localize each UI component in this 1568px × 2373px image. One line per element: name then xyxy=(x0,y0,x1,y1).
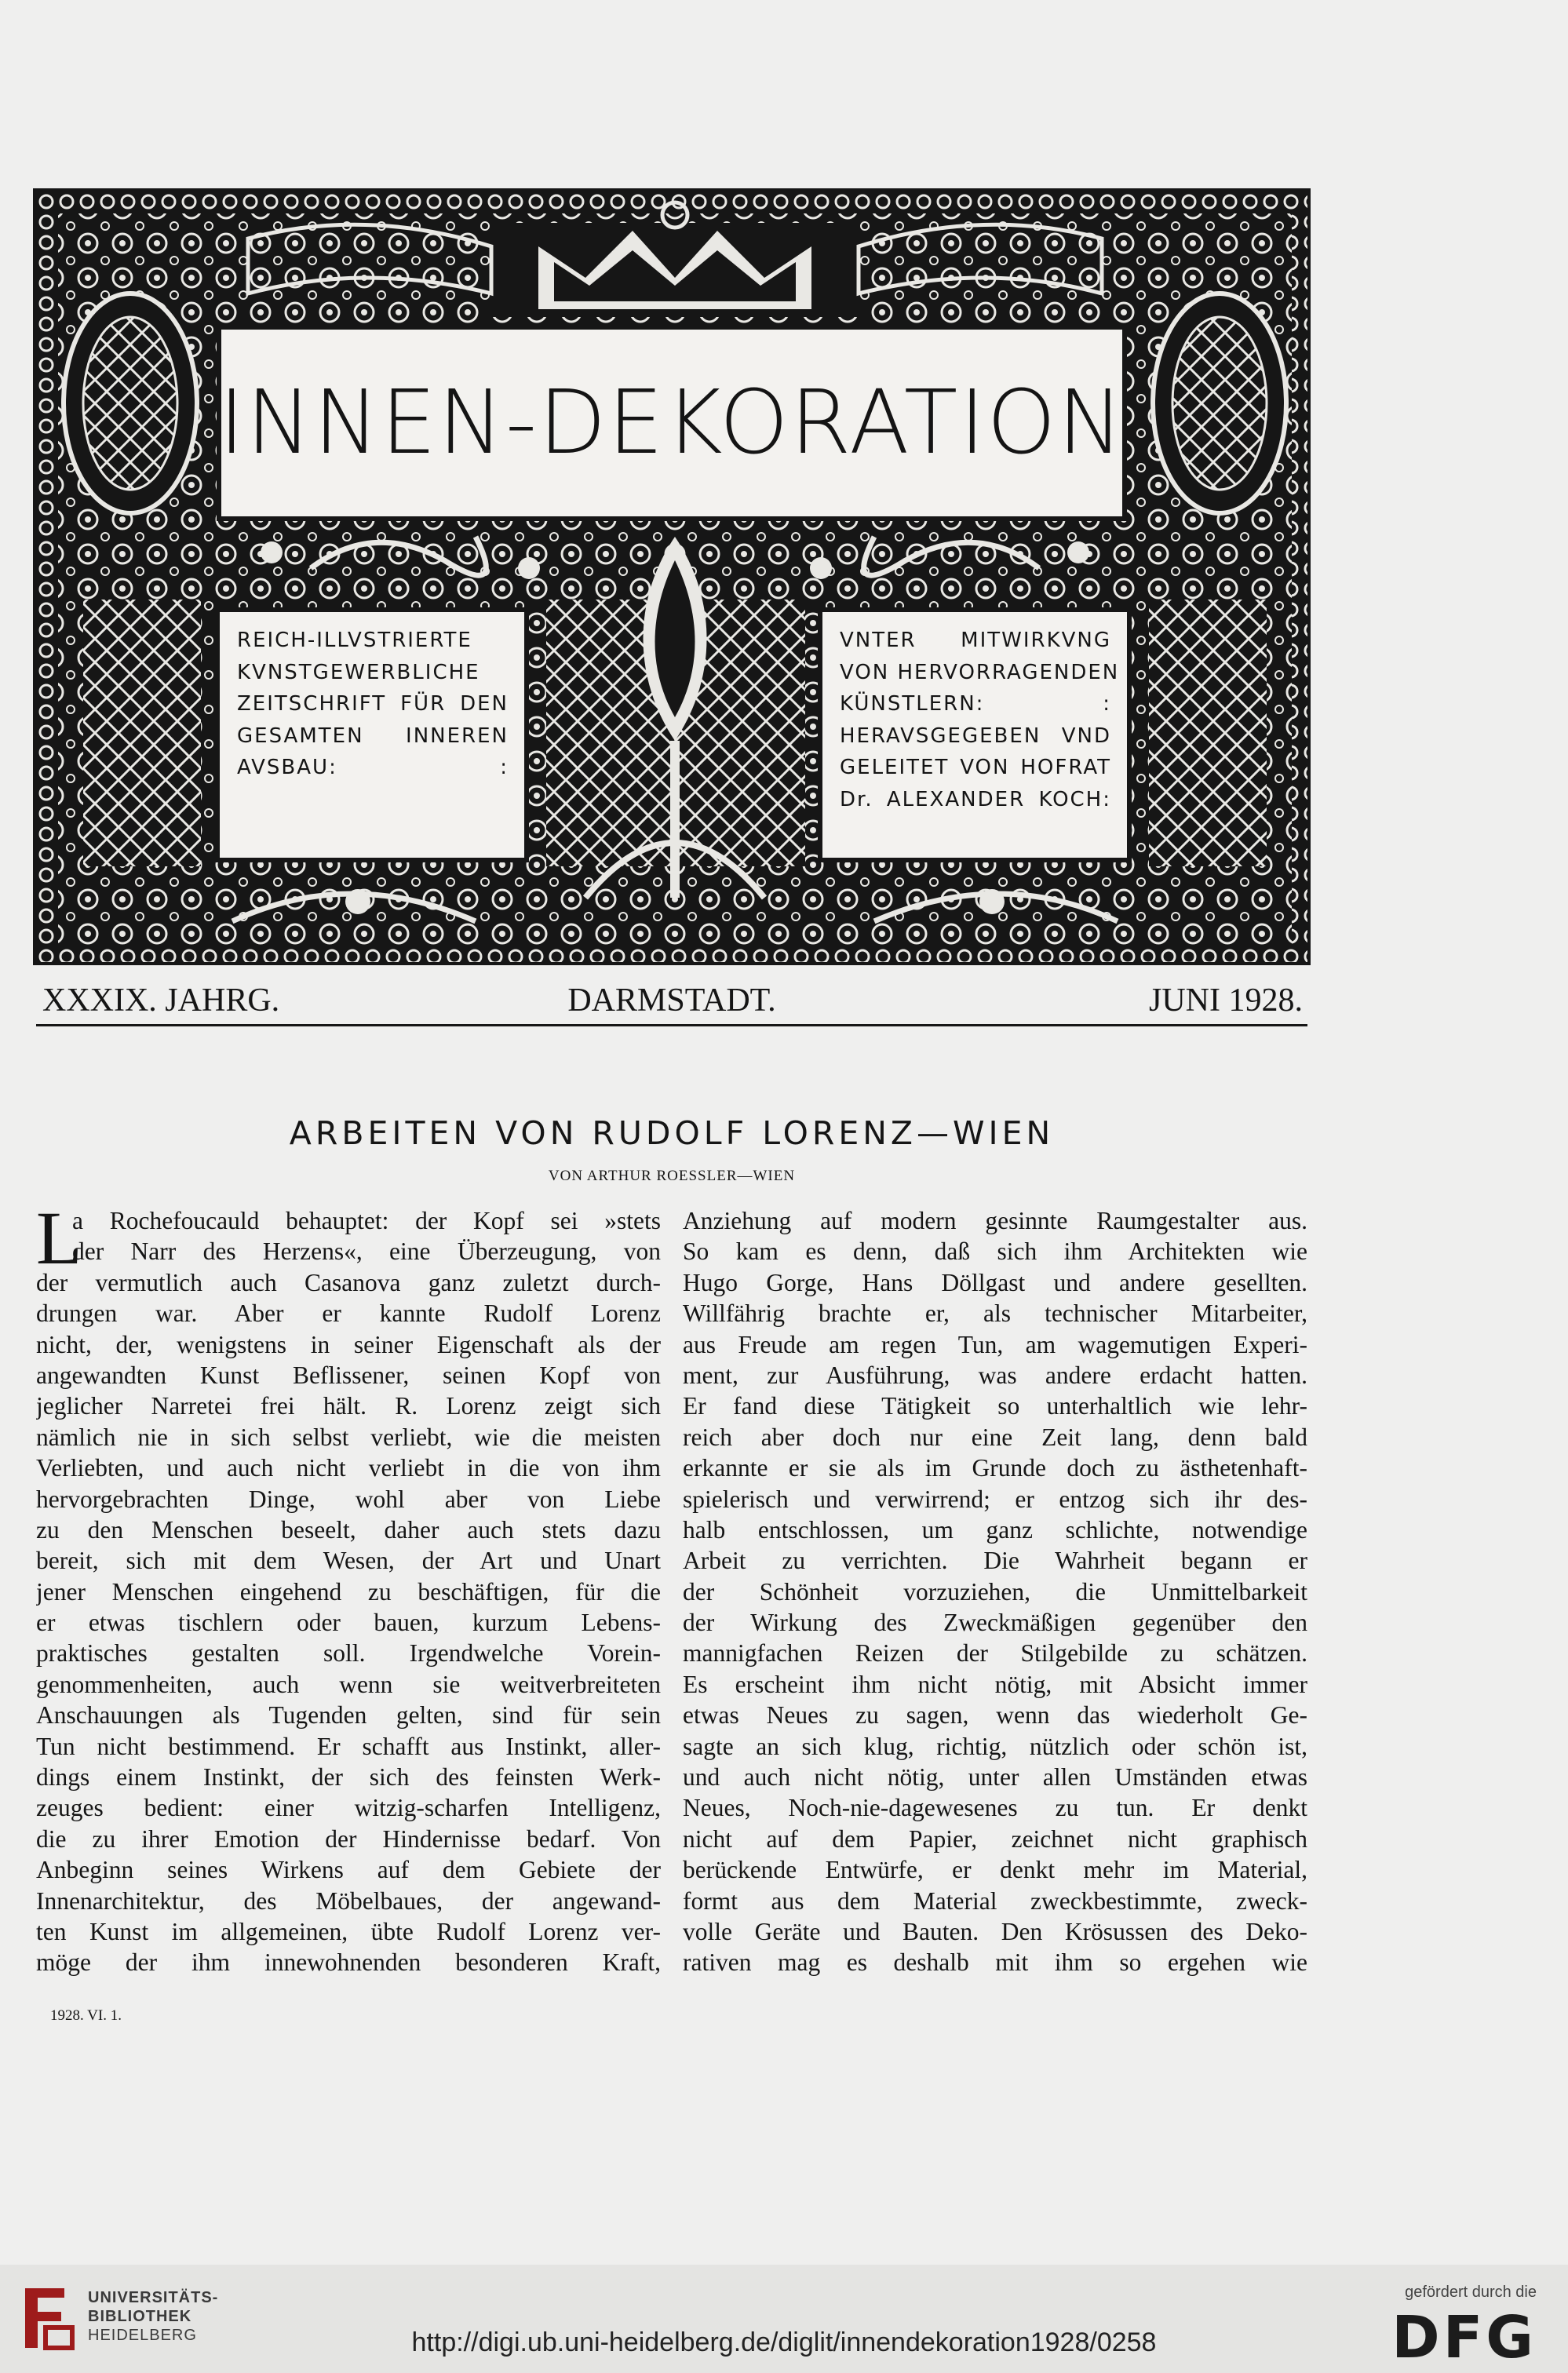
panel-line: Dr. ALEXANDER KOCH: xyxy=(840,787,1111,811)
article-title: ARBEITEN VON RUDOLF LORENZ—WIEN xyxy=(289,1114,1055,1152)
masthead-title-panel xyxy=(217,325,1127,521)
source-url-link[interactable]: http://digi.ub.uni-heidelberg.de/diglit/innendekoration1928/0258 xyxy=(411,2327,1157,2357)
panel-line: GESAMTEN INNEREN xyxy=(237,724,509,748)
text-line: der Narr des Herzens«, eine Überzeugung, von xyxy=(72,1238,661,1266)
library-line: BIBLIOTHEK xyxy=(88,2308,192,2325)
issue-line xyxy=(36,977,1307,1026)
text-line: volle Geräte und Bauten. Den Krösussen des Deko- xyxy=(683,1917,1307,1945)
text-line: ten Kunst im allgemeinen, übte Rudolf Lorenz ver- xyxy=(36,1917,661,1945)
text-line: Neues, Noch-nie-dagewesenes zu tun. Er denkt xyxy=(683,1794,1307,1822)
panel-line: KÜNSTLERN: : xyxy=(840,692,1111,716)
text-line: berückende Entwürfe, er denkt mehr im Material, xyxy=(683,1856,1307,1884)
text-line: bereit, sich mit dem Wesen, der Art und Unart xyxy=(36,1547,661,1575)
text-line: Willfährig brachte er, als technischer Mitarbeiter, xyxy=(683,1300,1307,1328)
text-line: So kam es denn, daß sich ihm Architekten wie xyxy=(683,1238,1307,1266)
panel-line: GELEITET VON HOFRAT xyxy=(840,756,1111,779)
text-line: und auch nicht nötig, unter allen Umständen etwas xyxy=(683,1763,1307,1792)
text-line: Verliebten, und auch nicht verliebt in die von ihm xyxy=(36,1454,661,1482)
text-line: nicht, der, wenigstens in seiner Eigenschaft als der xyxy=(36,1330,661,1358)
panel-line: VNTER MITWIRKVNG xyxy=(840,629,1111,652)
text-line: jeglicher Narretei frei hält. R. Lorenz zeigt sich xyxy=(36,1392,661,1420)
masthead-editor-panel xyxy=(818,607,1132,862)
text-line: Er fand diese Tätigkeit so unterhaltlich wie lehr- xyxy=(683,1392,1307,1420)
text-line: ment, zur Ausführung, was andere erdacht hatten. xyxy=(683,1361,1307,1389)
text-line: praktisches gestalten soll. Irgendwelche Vorein- xyxy=(36,1639,661,1668)
article-column-left xyxy=(36,1196,661,1978)
panel-line: AVSBAU: : xyxy=(237,756,509,779)
text-line: der Wirkung des Zweckmäßigen gegenüber den xyxy=(683,1609,1307,1637)
text-line: a Rochefoucauld behauptet: der Kopf sei »stets xyxy=(72,1207,661,1234)
text-line: sagte an sich klug, richtig, nützlich oder schön ist, xyxy=(683,1732,1307,1760)
digitization-footer xyxy=(0,2265,1568,2373)
text-line: spielerisch und verwirrend; er entzog sich ihr des- xyxy=(683,1485,1307,1513)
text-line: die zu ihrer Emotion der Hindernisse bedarf. Von xyxy=(36,1824,661,1853)
text-line: der Schönheit vorzuziehen, die Unmittelbarkeit xyxy=(683,1577,1307,1606)
text-line: er etwas tischlern oder bauen, kurzum Lebens- xyxy=(36,1609,661,1637)
text-line: etwas Neues zu sagen, wenn das wiederholt Ge- xyxy=(683,1701,1307,1730)
text-line: mannigfachen Reizen der Stilgebilde zu schätzen. xyxy=(683,1639,1307,1668)
journal-title: INNEN-DEKORATION xyxy=(218,372,1125,474)
dfg-logo[interactable]: DFG xyxy=(1391,2304,1537,2371)
article-byline: VON ARTHUR ROESSLER—WIEN xyxy=(548,1168,796,1184)
library-line: UNIVERSITÄTS- xyxy=(88,2289,219,2306)
text-line: angewandten Kunst Beflissener, seinen Kopf von xyxy=(36,1361,661,1389)
text-line: jener Menschen eingehend zu beschäftigen, für die xyxy=(36,1577,661,1606)
issue-volume: XXXIX. JAHRG. xyxy=(42,982,280,1019)
text-line: Tun nicht bestimmend. Er schafft aus Instinkt, aller- xyxy=(36,1732,661,1760)
drop-cap: L xyxy=(36,1196,82,1280)
text-line: rativen mag es deshalb mit ihm so ergehen wie xyxy=(683,1948,1307,1977)
page-signature: 1928. VI. 1. xyxy=(50,2007,122,2024)
text-line: Hugo Gorge, Hans Döllgast und andere gesellten. xyxy=(683,1268,1307,1296)
text-line: Anziehung auf modern gesinnte Raumgestalter aus. xyxy=(683,1207,1307,1234)
text-line: drungen war. Aber er kannte Rudolf Lorenz xyxy=(36,1300,661,1328)
masthead-description-panel xyxy=(215,607,529,862)
panel-line: KVNSTGEWERBLICHE xyxy=(237,660,480,684)
text-line: Arbeit zu verrichten. Die Wahrheit begann er xyxy=(683,1547,1307,1575)
issue-date: JUNI 1928. xyxy=(1149,982,1303,1019)
panel-line: HERAVSGEGEBEN VND xyxy=(840,724,1111,748)
text-line: zeuges bedient: einer witzig-scharfen Intelligenz, xyxy=(36,1794,661,1822)
issue-place: DARMSTADT. xyxy=(567,982,776,1019)
text-line: erkannte er sie als im Grunde doch zu ästhetenhaft- xyxy=(683,1454,1307,1482)
text-line: reich aber doch nur eine Zeit lang, denn bald xyxy=(683,1423,1307,1451)
panel-line: REICH-ILLVSTRIERTE xyxy=(237,629,472,652)
text-line: nämlich nie in sich selbst verliebt, wie die meisten xyxy=(36,1423,661,1451)
text-line: möge der ihm innewohnenden besonderen Kraft, xyxy=(36,1948,661,1977)
text-line: Innenarchitektur, des Möbelbaues, der angewand- xyxy=(36,1886,661,1915)
panel-line: ZEITSCHRIFT FÜR DEN xyxy=(237,692,509,716)
funding-credit: gefördert durch die xyxy=(1405,2284,1537,2301)
text-line: der vermutlich auch Casanova ganz zuletzt durch- xyxy=(36,1268,661,1296)
text-line: aus Freude am regen Tun, am wagemutigen Experi- xyxy=(683,1330,1307,1358)
panel-line: VON HERVORRAGENDEN xyxy=(840,660,1120,684)
library-line: HEIDELBERG xyxy=(88,2327,197,2344)
text-line: hervorgebrachten Dinge, wohl aber von Liebe xyxy=(36,1485,661,1513)
text-line: zu den Menschen beseelt, daher auch stets dazu xyxy=(36,1515,661,1544)
text-line: halb entschlossen, um ganz schlichte, notwendige xyxy=(683,1515,1307,1544)
article-column-right xyxy=(683,1205,1307,1978)
text-line: genommenheiten, auch wenn sie weitverbreiteten xyxy=(36,1670,661,1698)
text-line: Anbeginn seines Wirkens auf dem Gebiete der xyxy=(36,1856,661,1884)
text-line: Es erscheint ihm nicht nötig, mit Absicht immer xyxy=(683,1670,1307,1698)
text-line: nicht auf dem Papier, zeichnet nicht graphisch xyxy=(683,1824,1307,1853)
text-line: Anschauungen als Tugenden gelten, sind für sein xyxy=(36,1701,661,1730)
text-line: dings einem Instinkt, der sich des feinsten Werk- xyxy=(36,1763,661,1792)
masthead-ornament xyxy=(33,188,1311,965)
text-line: formt aus dem Material zweckbestimmte, zweck- xyxy=(683,1886,1307,1915)
